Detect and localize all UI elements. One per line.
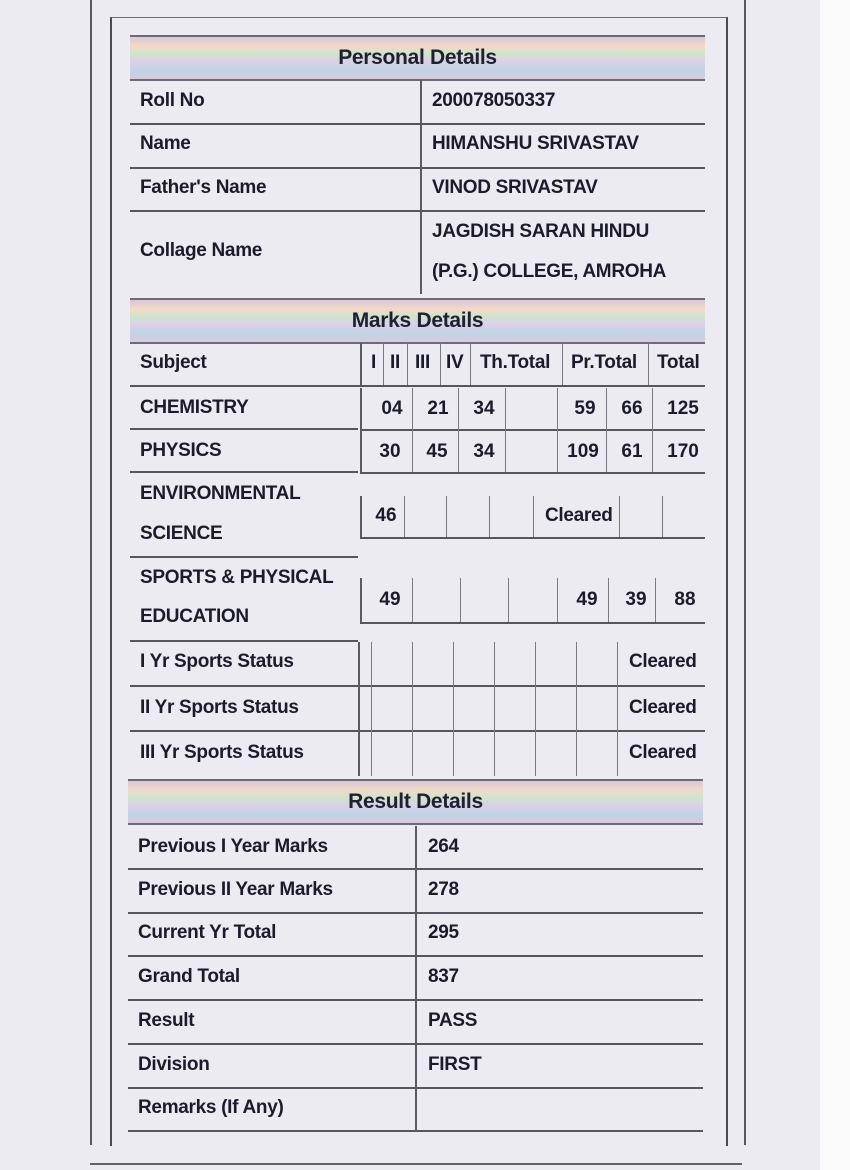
subject-chemistry: CHEMISTRY [140,397,249,418]
column-divider [652,388,653,472]
column-divider [360,343,362,385]
section-title: Marks Details [351,309,484,332]
result-details-header [128,779,703,825]
column-divider [360,388,362,472]
college-name-line1: JAGDISH SARAN HINDU [432,221,650,242]
env-status: Cleared [545,505,613,526]
column-divider [619,496,620,538]
column-divider [557,388,558,472]
column-divider [617,642,618,776]
row-divider [360,622,705,624]
column-divider [489,496,490,538]
college-name-line2: (P.G.) COLLEGE, AMROHA [432,261,667,282]
row-divider [130,471,358,473]
column-divider [494,642,495,776]
row-divider [130,640,358,642]
header-total: Total [657,352,700,373]
personal-details-header [130,35,705,81]
column-divider [662,496,663,538]
sports-i: 49 [379,589,401,610]
header-iii: III [415,352,430,373]
result-label: Result [138,1010,195,1031]
column-divider [648,343,649,385]
father-name-label: Father's Name [140,177,267,198]
result-value: PASS [428,1010,478,1031]
physics-iii: 34 [473,441,495,462]
grand-total-value: 837 [428,966,459,987]
physics-pr-total: 61 [621,441,643,462]
sports-status-3-value: Cleared [629,742,697,763]
roll-no-value: 200078050337 [432,90,556,111]
row-divider [130,385,705,387]
column-divider [608,578,609,622]
column-divider [470,343,471,385]
physics-i: 30 [379,441,401,462]
column-divider [360,578,362,622]
name-label: Name [140,133,191,154]
column-divider [460,578,461,622]
header-ii: II [390,352,400,373]
column-divider [415,826,417,1131]
column-divider [606,388,607,472]
section-title: Personal Details [338,46,497,69]
row-divider [130,210,705,212]
column-divider [557,578,558,622]
column-divider [453,642,454,776]
sports-status-2-value: Cleared [629,697,697,718]
current-yr-total-label: Current Yr Total [138,922,277,943]
name-value: HIMANSHU SRIVASTAV [432,133,639,154]
chemistry-iii: 34 [473,398,495,419]
prev-i-year-label: Previous I Year Marks [138,836,328,857]
section-title: Result Details [348,790,483,813]
sports-status-2-label: II Yr Sports Status [140,697,299,718]
header-pr-total: Pr.Total [571,352,637,373]
current-yr-total-value: 295 [428,922,459,943]
marks-details-header [130,298,705,344]
header-iv: IV [446,352,464,373]
column-divider [508,578,509,622]
column-divider [562,343,563,385]
column-divider [655,578,656,622]
chemistry-i: 04 [381,398,403,419]
row-divider [130,730,705,732]
column-divider [404,496,405,538]
column-divider [446,496,447,538]
column-divider [360,496,362,538]
header-subject: Subject [140,352,207,373]
sports-status-1-label: I Yr Sports Status [140,651,294,672]
subject-physics: PHYSICS [140,440,222,461]
grand-total-label: Grand Total [138,966,240,987]
father-name-value: VINOD SRIVASTAV [432,177,598,198]
header-i: I [371,352,376,373]
column-divider [420,80,422,294]
chemistry-total: 125 [667,398,699,419]
column-divider [407,343,408,385]
subject-env-line1: ENVIRONMENTAL [140,483,301,504]
paper-edge [820,0,850,1170]
remarks-label: Remarks (If Any) [138,1097,284,1118]
college-name-label: Collage Name [140,240,263,261]
physics-total: 170 [667,441,699,462]
header-th-total: Th.Total [480,352,551,373]
division-label: Division [138,1054,210,1075]
row-divider [130,123,705,125]
prev-ii-year-value: 278 [428,879,459,900]
division-value: FIRST [428,1054,482,1075]
sports-pr-total: 39 [625,589,647,610]
chemistry-pr-total: 66 [621,398,643,419]
chemistry-th-total: 59 [574,398,596,419]
physics-th-total: 109 [567,441,599,462]
column-divider [458,388,459,472]
bottom-rule [90,1163,742,1165]
column-divider [371,642,372,776]
subject-env-line2: SCIENCE [140,523,223,544]
row-divider [130,556,358,558]
subject-sports-line2: EDUCATION [140,606,249,627]
sports-status-1-value: Cleared [629,651,697,672]
column-divider [535,642,536,776]
physics-ii: 45 [426,441,448,462]
column-divider [412,388,413,472]
row-divider [130,167,705,169]
prev-i-year-value: 264 [428,836,459,857]
subject-sports-line1: SPORTS & PHYSICAL [140,567,334,588]
row-divider [360,537,705,539]
column-divider [533,496,534,538]
env-i: 46 [375,505,397,526]
column-divider [358,642,360,776]
sports-status-3-label: III Yr Sports Status [140,742,304,763]
sports-th-total: 49 [576,589,598,610]
row-divider [130,428,358,430]
sports-total: 88 [674,589,696,610]
row-divider [130,685,705,687]
column-divider [576,642,577,776]
chemistry-ii: 21 [427,398,449,419]
column-divider [505,388,506,472]
roll-no-label: Roll No [140,90,205,111]
column-divider [440,343,441,385]
prev-ii-year-label: Previous II Year Marks [138,879,333,900]
column-divider [412,642,413,776]
column-divider [383,343,384,385]
column-divider [412,578,413,622]
row-divider [360,472,705,474]
